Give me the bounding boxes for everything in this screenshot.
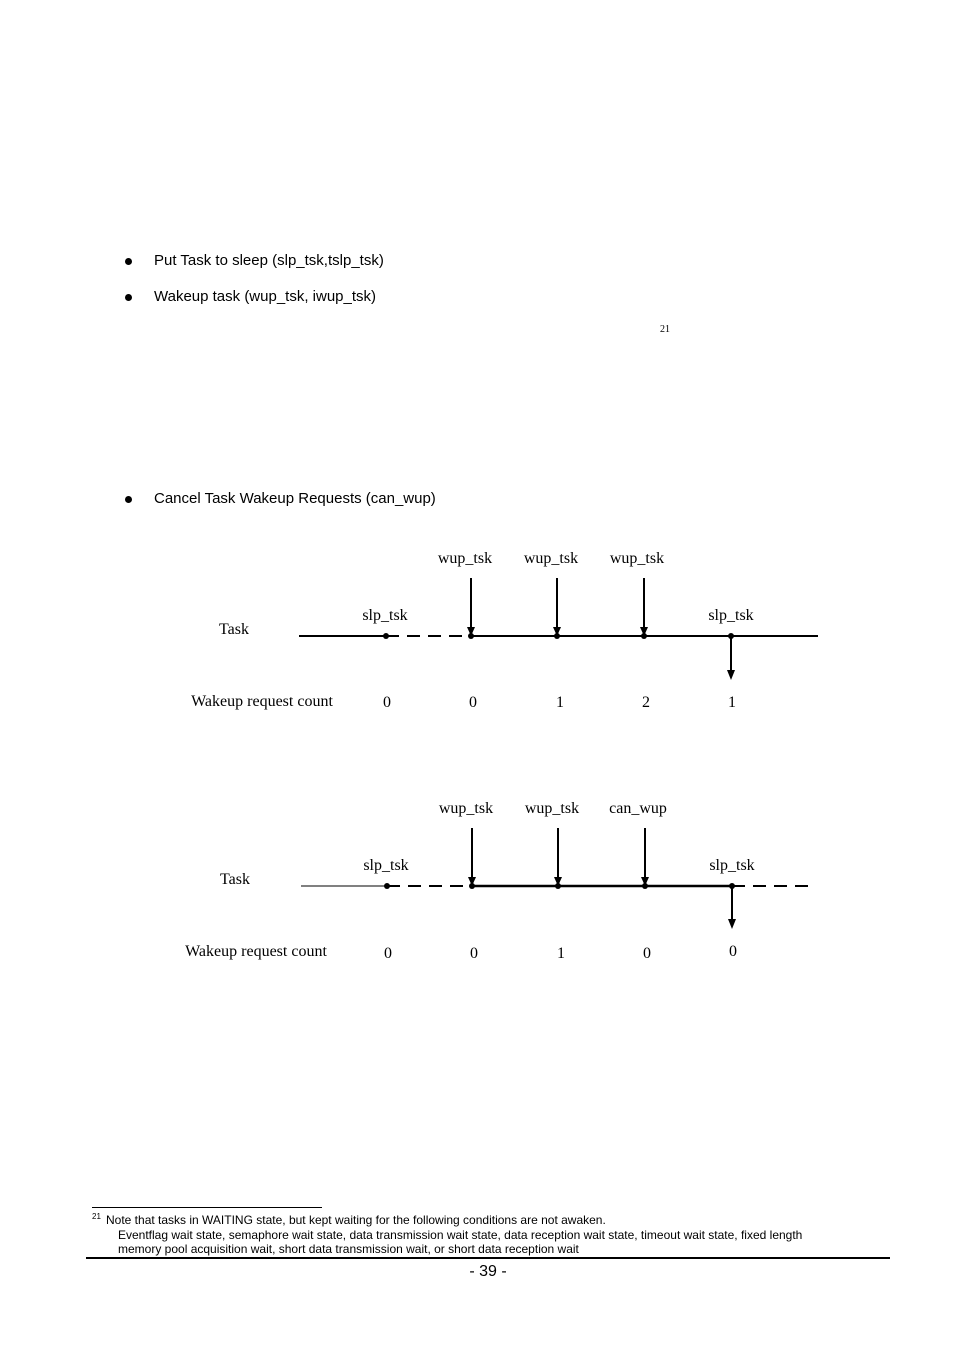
footnote-divider [92, 1207, 322, 1208]
event-dot [554, 633, 560, 639]
task-label: Task [220, 871, 250, 888]
call-label: wup_tsk [524, 800, 580, 817]
arrow-down [553, 578, 561, 636]
page-divider [86, 1257, 890, 1259]
count-value: 0 [384, 945, 392, 962]
arrow-out [727, 636, 735, 680]
footnote [92, 1213, 802, 1257]
slp-label-right: slp_tsk [709, 857, 755, 874]
count-value: 0 [643, 945, 651, 962]
count-value: 1 [557, 945, 565, 962]
wakeup-diagram-1 [0, 540, 954, 720]
footnote-number: 21 [92, 1212, 101, 1221]
call-label: wup_tsk [523, 550, 579, 567]
event-dot [642, 883, 648, 889]
call-label: can_wup [609, 800, 667, 817]
event-dot [384, 883, 390, 889]
footnote-line: Note that tasks in WAITING state, but kept waiting for the following conditions are not awaken. [106, 1213, 606, 1227]
bullet-wakeup [125, 288, 376, 306]
arrow-down [640, 578, 648, 636]
arrow-out [728, 886, 736, 929]
bullet-text: Cancel Task Wakeup Requests (can_wup) [154, 490, 436, 507]
call-label: wup_tsk [438, 800, 494, 817]
count-value: 2 [642, 694, 650, 711]
arrow-down [467, 578, 475, 636]
bullet-dot [125, 258, 132, 265]
bullet-dot [125, 496, 132, 503]
call-label: wup_tsk [609, 550, 665, 567]
event-dot [555, 883, 561, 889]
bullet-cancel [125, 490, 436, 508]
slp-label-left: slp_tsk [362, 607, 408, 624]
count-value: 0 [729, 943, 737, 960]
slp-label-left: slp_tsk [363, 857, 409, 874]
count-value: 1 [556, 694, 564, 711]
count-value: 0 [383, 694, 391, 711]
count-label: Wakeup request count [191, 693, 333, 710]
footnote-line: Eventflag wait state, semaphore wait state, data transmission wait state, data reception wait state, timeout wait state, fixed length [118, 1227, 803, 1242]
event-dot [641, 633, 647, 639]
arrow-down [641, 828, 649, 886]
event-dot [728, 633, 734, 639]
count-label: Wakeup request count [185, 943, 327, 960]
task-label: Task [219, 621, 249, 638]
event-dot [729, 883, 735, 889]
bullet-dot [125, 294, 132, 301]
count-value: 0 [470, 945, 478, 962]
arrow-down [554, 828, 562, 886]
count-value: 1 [728, 694, 736, 711]
arrow-down [468, 828, 476, 886]
call-label: wup_tsk [437, 550, 493, 567]
count-value: 0 [469, 694, 477, 711]
slp-label-right: slp_tsk [708, 607, 754, 624]
bullet-text: Put Task to sleep (slp_tsk,tslp_tsk) [154, 252, 384, 269]
page-number: - 39 - [469, 1263, 507, 1280]
bullet-sleep [125, 252, 384, 270]
event-dot [469, 883, 475, 889]
event-dot [383, 633, 389, 639]
event-dot [468, 633, 474, 639]
footnote-line: memory pool acquisition wait, short data transmission wait, or short data reception wait [118, 1242, 579, 1256]
footnote-reference: 21 [660, 324, 670, 335]
wakeup-diagram-2 [0, 790, 954, 970]
bullet-text: Wakeup task (wup_tsk, iwup_tsk) [154, 288, 377, 305]
